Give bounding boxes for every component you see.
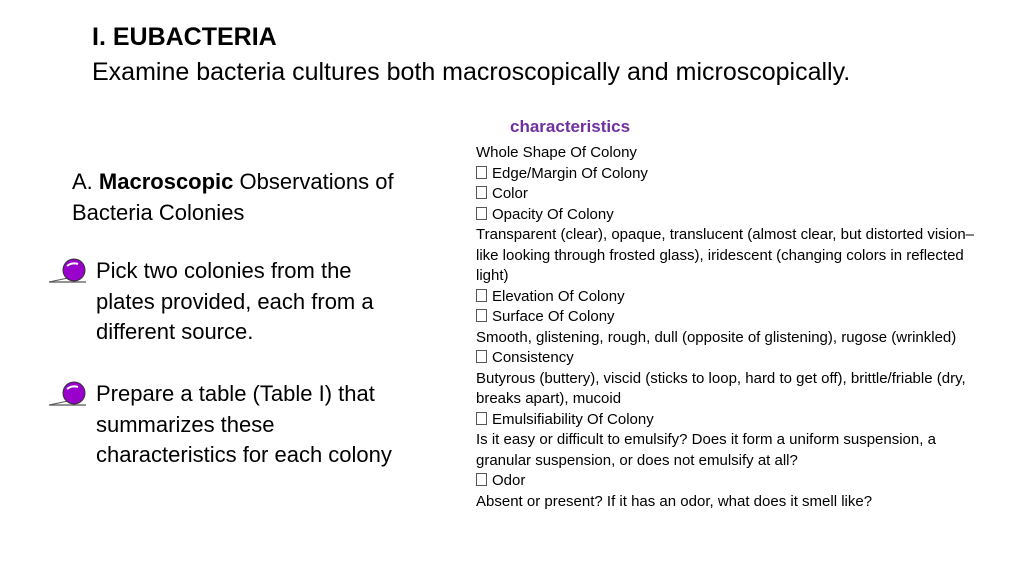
checkbox-square-icon	[476, 473, 487, 486]
heading-rest: Observations of Bacteria Colonies	[72, 169, 394, 225]
characteristic-line	[476, 492, 976, 513]
characteristics-list	[476, 143, 976, 512]
characteristic-text: Is it easy or difficult to emulsify? Does it form a uniform suspension, a granular suspension, or does not emulsify at all?	[476, 431, 936, 469]
characteristic-line	[476, 184, 976, 205]
characteristic-line	[476, 287, 976, 308]
characteristic-line	[476, 348, 976, 369]
checkbox-square-icon	[476, 166, 487, 179]
macroscopic-heading	[72, 166, 432, 228]
characteristic-text: Surface Of Colony	[492, 308, 615, 325]
slide-title: I. EUBACTERIA	[92, 23, 277, 51]
slide-subtitle: Examine bacteria cultures both macroscopically and microscopically.	[92, 58, 851, 86]
bullet-text: Pick two colonies from the plates provided, each from a different source.	[96, 258, 374, 344]
checkbox-square-icon	[476, 309, 487, 322]
checkbox-square-icon	[476, 289, 487, 302]
heading-bold: Macroscopic	[98, 169, 234, 194]
characteristic-text: Smooth, glistening, rough, dull (opposite of glistening), rugose (wrinkled)	[476, 328, 957, 346]
characteristic-text: Color	[492, 185, 528, 202]
characteristics-heading: characteristics	[510, 117, 631, 136]
characteristic-text: Emulsifiability Of Colony	[492, 410, 654, 428]
bullet-text: Prepare a table (Table I) that summarizes these characteristics for each colony	[96, 381, 392, 467]
characteristic-text: Elevation Of Colony	[492, 287, 625, 305]
characteristic-line	[476, 471, 976, 492]
characteristic-line	[476, 410, 976, 431]
characteristic-text: Consistency	[492, 349, 574, 366]
characteristic-text: Transparent (clear), opaque, translucent (almost clear, but distorted vision–like looking through frosted glass), iridescent (changing colors in reflected light)	[476, 226, 975, 284]
characteristic-text: Whole Shape Of Colony	[476, 144, 637, 161]
characteristic-text: Butyrous (buttery), viscid (sticks to loop, hard to get off), brittle/friable (dry, breaks apart), mucoid	[476, 369, 966, 407]
characteristic-text: Odor	[492, 472, 526, 489]
purple-orb-bullet-icon	[48, 258, 90, 290]
checkbox-square-icon	[476, 186, 487, 199]
characteristic-line	[476, 328, 976, 349]
characteristic-text: Opacity Of Colony	[492, 205, 614, 223]
characteristic-line	[476, 430, 976, 471]
checkbox-square-icon	[476, 350, 487, 363]
checkbox-square-icon	[476, 412, 487, 425]
characteristic-line	[476, 307, 976, 328]
characteristic-line	[476, 225, 976, 287]
characteristic-line	[476, 143, 976, 164]
characteristic-line	[476, 369, 976, 410]
purple-orb-bullet-icon	[48, 381, 90, 413]
characteristic-line	[476, 164, 976, 185]
characteristic-text: Absent or present? If it has an odor, what does it smell like?	[476, 492, 873, 510]
characteristic-line	[476, 205, 976, 226]
characteristic-text: Edge/Margin Of Colony	[492, 164, 648, 182]
checkbox-square-icon	[476, 207, 487, 220]
heading-prefix: A.	[72, 169, 99, 194]
